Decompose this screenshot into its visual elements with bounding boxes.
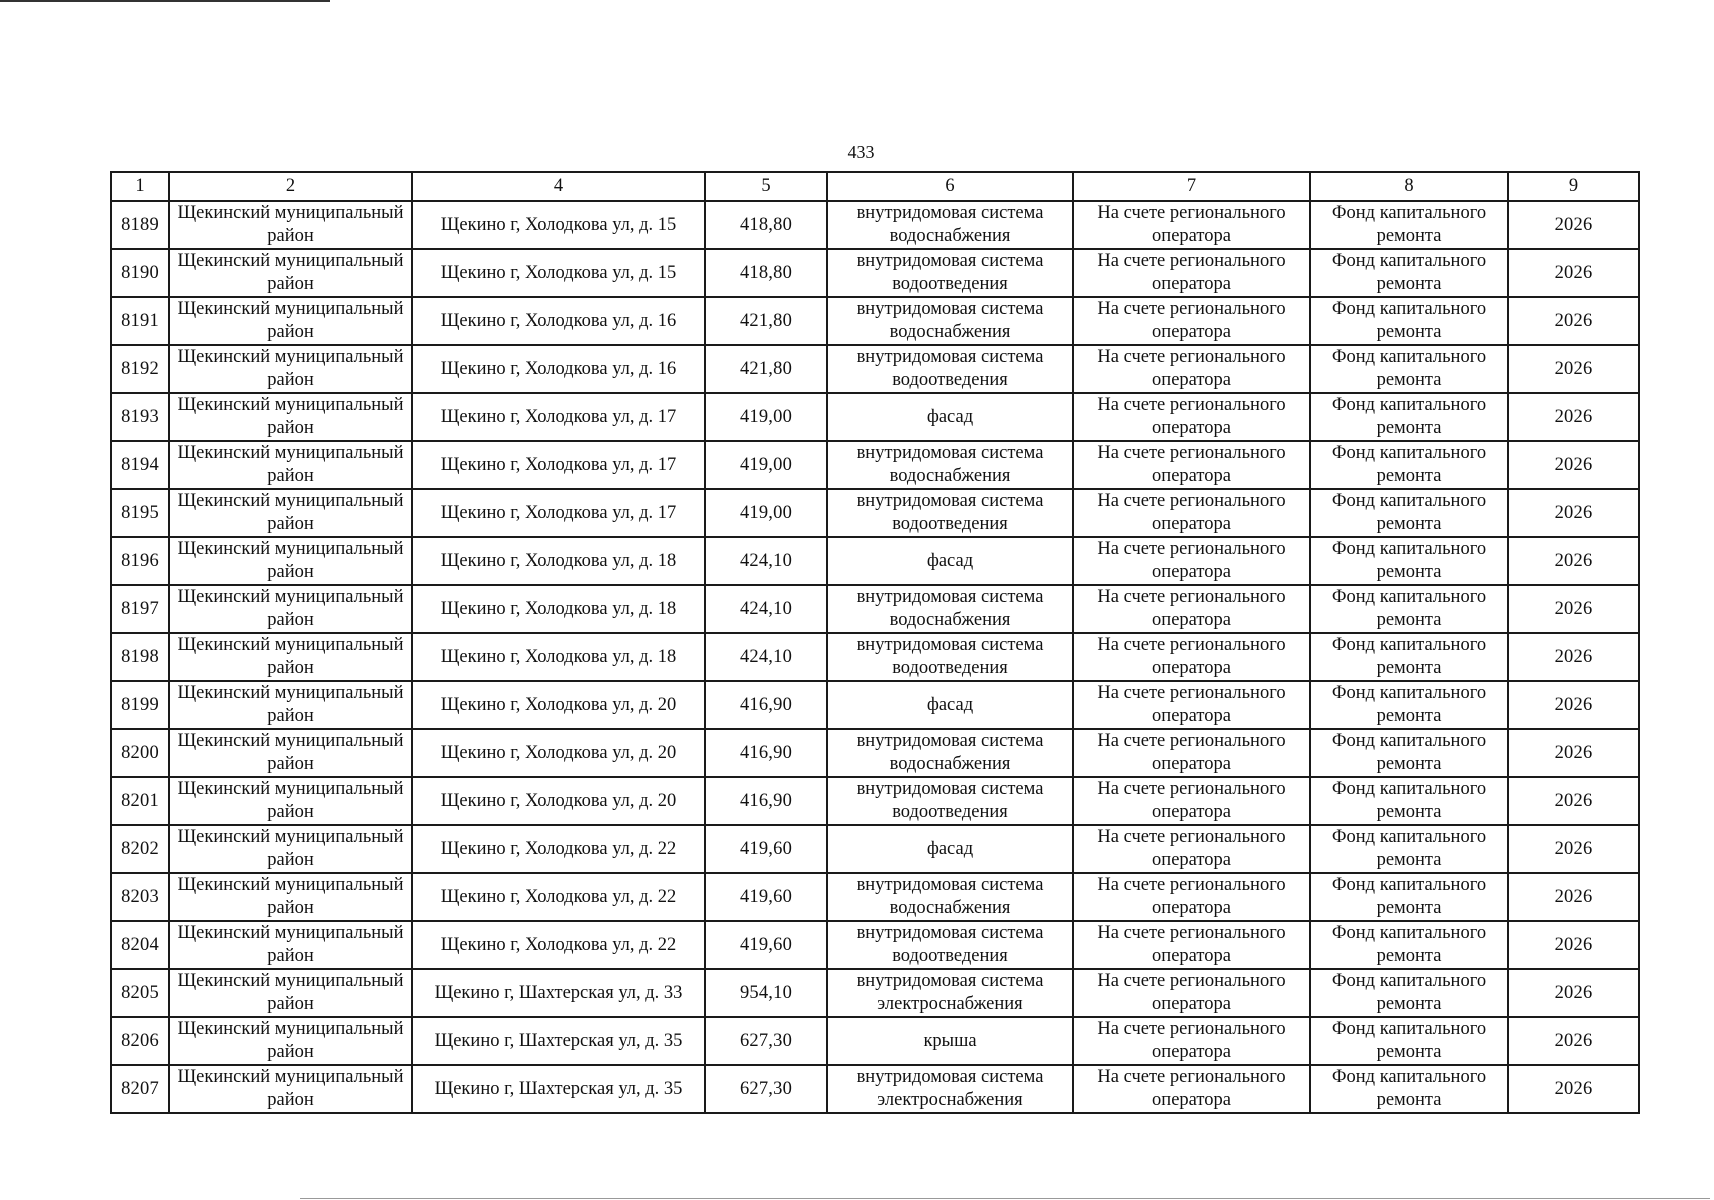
address-cell: Щекино г, Холодкова ул, д. 20 bbox=[412, 729, 705, 777]
area-cell: 421,80 bbox=[705, 345, 827, 393]
work-type-cell: внутридомовая система водоотведения bbox=[827, 633, 1073, 681]
address-cell: Щекино г, Холодкова ул, д. 22 bbox=[412, 873, 705, 921]
area-cell: 419,00 bbox=[705, 441, 827, 489]
account-cell: На счете регионального оператора bbox=[1073, 777, 1310, 825]
row-number-cell: 8202 bbox=[111, 825, 169, 873]
table-row bbox=[111, 729, 1639, 777]
table-row bbox=[111, 633, 1639, 681]
address-cell: Щекино г, Шахтерская ул, д. 35 bbox=[412, 1065, 705, 1113]
year-cell: 2026 bbox=[1508, 1017, 1639, 1065]
table-row bbox=[111, 585, 1639, 633]
row-number-cell: 8205 bbox=[111, 969, 169, 1017]
area-cell: 627,30 bbox=[705, 1065, 827, 1113]
row-number-cell: 8192 bbox=[111, 345, 169, 393]
area-cell: 419,60 bbox=[705, 825, 827, 873]
table-row bbox=[111, 921, 1639, 969]
area-cell: 424,10 bbox=[705, 585, 827, 633]
district-cell: Щекинский муниципальный район bbox=[169, 345, 412, 393]
table-row bbox=[111, 345, 1639, 393]
address-cell: Щекино г, Холодкова ул, д. 18 bbox=[412, 585, 705, 633]
area-cell: 627,30 bbox=[705, 1017, 827, 1065]
scan-edge-top bbox=[0, 0, 330, 2]
district-cell: Щекинский муниципальный район bbox=[169, 1017, 412, 1065]
address-cell: Щекино г, Холодкова ул, д. 15 bbox=[412, 249, 705, 297]
area-cell: 424,10 bbox=[705, 537, 827, 585]
account-cell: На счете регионального оператора bbox=[1073, 729, 1310, 777]
account-cell: На счете регионального оператора bbox=[1073, 1065, 1310, 1113]
row-number-cell: 8207 bbox=[111, 1065, 169, 1113]
district-cell: Щекинский муниципальный район bbox=[169, 873, 412, 921]
funding-source-cell: Фонд капитального ремонта bbox=[1310, 777, 1508, 825]
address-cell: Щекино г, Холодкова ул, д. 17 bbox=[412, 393, 705, 441]
work-type-cell: внутридомовая система водоснабжения bbox=[827, 873, 1073, 921]
year-cell: 2026 bbox=[1508, 633, 1639, 681]
column-header: 2 bbox=[169, 172, 412, 201]
table-row bbox=[111, 873, 1639, 921]
account-cell: На счете регионального оператора bbox=[1073, 537, 1310, 585]
table-row bbox=[111, 249, 1639, 297]
funding-source-cell: Фонд капитального ремонта bbox=[1310, 249, 1508, 297]
account-cell: На счете регионального оператора bbox=[1073, 441, 1310, 489]
work-type-cell: внутридомовая система электроснабжения bbox=[827, 969, 1073, 1017]
district-cell: Щекинский муниципальный район bbox=[169, 393, 412, 441]
area-cell: 418,80 bbox=[705, 249, 827, 297]
row-number-cell: 8206 bbox=[111, 1017, 169, 1065]
address-cell: Щекино г, Холодкова ул, д. 20 bbox=[412, 777, 705, 825]
year-cell: 2026 bbox=[1508, 585, 1639, 633]
column-header: 5 bbox=[705, 172, 827, 201]
address-cell: Щекино г, Холодкова ул, д. 18 bbox=[412, 633, 705, 681]
work-type-cell: фасад bbox=[827, 825, 1073, 873]
account-cell: На счете регионального оператора bbox=[1073, 489, 1310, 537]
account-cell: На счете регионального оператора bbox=[1073, 297, 1310, 345]
work-type-cell: внутридомовая система водоотведения bbox=[827, 345, 1073, 393]
funding-source-cell: Фонд капитального ремонта bbox=[1310, 441, 1508, 489]
account-cell: На счете регионального оператора bbox=[1073, 921, 1310, 969]
address-cell: Щекино г, Холодкова ул, д. 16 bbox=[412, 345, 705, 393]
row-number-cell: 8198 bbox=[111, 633, 169, 681]
funding-source-cell: Фонд капитального ремонта bbox=[1310, 969, 1508, 1017]
area-cell: 421,80 bbox=[705, 297, 827, 345]
page-number: 433 bbox=[847, 142, 875, 162]
funding-source-cell: Фонд капитального ремонта bbox=[1310, 489, 1508, 537]
funding-source-cell: Фонд капитального ремонта bbox=[1310, 585, 1508, 633]
funding-source-cell: Фонд капитального ремонта bbox=[1310, 345, 1508, 393]
account-cell: На счете регионального оператора bbox=[1073, 393, 1310, 441]
district-cell: Щекинский муниципальный район bbox=[169, 681, 412, 729]
row-number-cell: 8203 bbox=[111, 873, 169, 921]
column-header: 4 bbox=[412, 172, 705, 201]
address-cell: Щекино г, Холодкова ул, д. 17 bbox=[412, 441, 705, 489]
work-type-cell: внутридомовая система водоснабжения bbox=[827, 441, 1073, 489]
account-cell: На счете регионального оператора bbox=[1073, 825, 1310, 873]
account-cell: На счете регионального оператора bbox=[1073, 249, 1310, 297]
table-row bbox=[111, 825, 1639, 873]
row-number-cell: 8190 bbox=[111, 249, 169, 297]
year-cell: 2026 bbox=[1508, 297, 1639, 345]
address-cell: Щекино г, Холодкова ул, д. 17 bbox=[412, 489, 705, 537]
account-cell: На счете регионального оператора bbox=[1073, 681, 1310, 729]
row-number-cell: 8195 bbox=[111, 489, 169, 537]
account-cell: На счете регионального оператора bbox=[1073, 1017, 1310, 1065]
column-header: 1 bbox=[111, 172, 169, 201]
funding-source-cell: Фонд капитального ремонта bbox=[1310, 633, 1508, 681]
table-row bbox=[111, 201, 1639, 249]
row-number-cell: 8197 bbox=[111, 585, 169, 633]
account-cell: На счете регионального оператора bbox=[1073, 873, 1310, 921]
year-cell: 2026 bbox=[1508, 537, 1639, 585]
area-cell: 954,10 bbox=[705, 969, 827, 1017]
year-cell: 2026 bbox=[1508, 393, 1639, 441]
area-cell: 416,90 bbox=[705, 777, 827, 825]
table-row bbox=[111, 681, 1639, 729]
work-type-cell: внутридомовая система водоснабжения bbox=[827, 585, 1073, 633]
account-cell: На счете регионального оператора bbox=[1073, 585, 1310, 633]
work-type-cell: внутридомовая система водоснабжения bbox=[827, 201, 1073, 249]
funding-source-cell: Фонд капитального ремонта bbox=[1310, 681, 1508, 729]
scan-edge-bottom bbox=[300, 1198, 1710, 1199]
funding-source-cell: Фонд капитального ремонта bbox=[1310, 297, 1508, 345]
work-type-cell: внутридомовая система водоснабжения bbox=[827, 297, 1073, 345]
district-cell: Щекинский муниципальный район bbox=[169, 969, 412, 1017]
row-number-cell: 8201 bbox=[111, 777, 169, 825]
work-type-cell: внутридомовая система электроснабжения bbox=[827, 1065, 1073, 1113]
funding-source-cell: Фонд капитального ремонта bbox=[1310, 873, 1508, 921]
area-cell: 419,60 bbox=[705, 873, 827, 921]
district-cell: Щекинский муниципальный район bbox=[169, 921, 412, 969]
account-cell: На счете регионального оператора bbox=[1073, 345, 1310, 393]
funding-source-cell: Фонд капитального ремонта bbox=[1310, 201, 1508, 249]
address-cell: Щекино г, Холодкова ул, д. 15 bbox=[412, 201, 705, 249]
column-number-row bbox=[111, 172, 1639, 201]
district-cell: Щекинский муниципальный район bbox=[169, 633, 412, 681]
area-cell: 424,10 bbox=[705, 633, 827, 681]
column-header: 6 bbox=[827, 172, 1073, 201]
table-row bbox=[111, 1017, 1639, 1065]
row-number-cell: 8193 bbox=[111, 393, 169, 441]
district-cell: Щекинский муниципальный район bbox=[169, 1065, 412, 1113]
address-cell: Щекино г, Холодкова ул, д. 18 bbox=[412, 537, 705, 585]
table-row bbox=[111, 393, 1639, 441]
work-type-cell: крыша bbox=[827, 1017, 1073, 1065]
table-row bbox=[111, 1065, 1639, 1113]
year-cell: 2026 bbox=[1508, 777, 1639, 825]
table-row bbox=[111, 489, 1639, 537]
capital-repair-table bbox=[110, 171, 1640, 1114]
district-cell: Щекинский муниципальный район bbox=[169, 297, 412, 345]
area-cell: 416,90 bbox=[705, 729, 827, 777]
work-type-cell: внутридомовая система водоотведения bbox=[827, 249, 1073, 297]
district-cell: Щекинский муниципальный район bbox=[169, 537, 412, 585]
funding-source-cell: Фонд капитального ремонта bbox=[1310, 729, 1508, 777]
row-number-cell: 8189 bbox=[111, 201, 169, 249]
account-cell: На счете регионального оператора bbox=[1073, 969, 1310, 1017]
account-cell: На счете регионального оператора bbox=[1073, 201, 1310, 249]
funding-source-cell: Фонд капитального ремонта bbox=[1310, 393, 1508, 441]
work-type-cell: фасад bbox=[827, 681, 1073, 729]
area-cell: 418,80 bbox=[705, 201, 827, 249]
address-cell: Щекино г, Холодкова ул, д. 22 bbox=[412, 921, 705, 969]
district-cell: Щекинский муниципальный район bbox=[169, 729, 412, 777]
year-cell: 2026 bbox=[1508, 873, 1639, 921]
year-cell: 2026 bbox=[1508, 825, 1639, 873]
year-cell: 2026 bbox=[1508, 1065, 1639, 1113]
area-cell: 419,00 bbox=[705, 393, 827, 441]
district-cell: Щекинский муниципальный район bbox=[169, 249, 412, 297]
row-number-cell: 8196 bbox=[111, 537, 169, 585]
table-row bbox=[111, 777, 1639, 825]
district-cell: Щекинский муниципальный район bbox=[169, 201, 412, 249]
address-cell: Щекино г, Холодкова ул, д. 16 bbox=[412, 297, 705, 345]
funding-source-cell: Фонд капитального ремонта bbox=[1310, 1065, 1508, 1113]
table-row bbox=[111, 441, 1639, 489]
area-cell: 416,90 bbox=[705, 681, 827, 729]
work-type-cell: фасад bbox=[827, 537, 1073, 585]
work-type-cell: внутридомовая система водоотведения bbox=[827, 921, 1073, 969]
district-cell: Щекинский муниципальный район bbox=[169, 585, 412, 633]
row-number-cell: 8200 bbox=[111, 729, 169, 777]
district-cell: Щекинский муниципальный район bbox=[169, 825, 412, 873]
funding-source-cell: Фонд капитального ремонта bbox=[1310, 1017, 1508, 1065]
row-number-cell: 8194 bbox=[111, 441, 169, 489]
row-number-cell: 8191 bbox=[111, 297, 169, 345]
funding-source-cell: Фонд капитального ремонта bbox=[1310, 921, 1508, 969]
area-cell: 419,00 bbox=[705, 489, 827, 537]
district-cell: Щекинский муниципальный район bbox=[169, 489, 412, 537]
year-cell: 2026 bbox=[1508, 729, 1639, 777]
area-cell: 419,60 bbox=[705, 921, 827, 969]
address-cell: Щекино г, Шахтерская ул, д. 33 bbox=[412, 969, 705, 1017]
year-cell: 2026 bbox=[1508, 249, 1639, 297]
year-cell: 2026 bbox=[1508, 489, 1639, 537]
address-cell: Щекино г, Шахтерская ул, д. 35 bbox=[412, 1017, 705, 1065]
funding-source-cell: Фонд капитального ремонта bbox=[1310, 825, 1508, 873]
address-cell: Щекино г, Холодкова ул, д. 22 bbox=[412, 825, 705, 873]
district-cell: Щекинский муниципальный район bbox=[169, 777, 412, 825]
work-type-cell: внутридомовая система водоотведения bbox=[827, 777, 1073, 825]
row-number-cell: 8199 bbox=[111, 681, 169, 729]
year-cell: 2026 bbox=[1508, 201, 1639, 249]
funding-source-cell: Фонд капитального ремонта bbox=[1310, 537, 1508, 585]
table-row bbox=[111, 969, 1639, 1017]
account-cell: На счете регионального оператора bbox=[1073, 633, 1310, 681]
table-body bbox=[111, 201, 1639, 1113]
work-type-cell: внутридомовая система водоснабжения bbox=[827, 729, 1073, 777]
year-cell: 2026 bbox=[1508, 681, 1639, 729]
year-cell: 2026 bbox=[1508, 969, 1639, 1017]
table-row bbox=[111, 537, 1639, 585]
table-row bbox=[111, 297, 1639, 345]
column-header: 8 bbox=[1310, 172, 1508, 201]
year-cell: 2026 bbox=[1508, 441, 1639, 489]
column-header: 7 bbox=[1073, 172, 1310, 201]
work-type-cell: фасад bbox=[827, 393, 1073, 441]
year-cell: 2026 bbox=[1508, 921, 1639, 969]
work-type-cell: внутридомовая система водоотведения bbox=[827, 489, 1073, 537]
row-number-cell: 8204 bbox=[111, 921, 169, 969]
district-cell: Щекинский муниципальный район bbox=[169, 441, 412, 489]
year-cell: 2026 bbox=[1508, 345, 1639, 393]
column-header: 9 bbox=[1508, 172, 1639, 201]
address-cell: Щекино г, Холодкова ул, д. 20 bbox=[412, 681, 705, 729]
